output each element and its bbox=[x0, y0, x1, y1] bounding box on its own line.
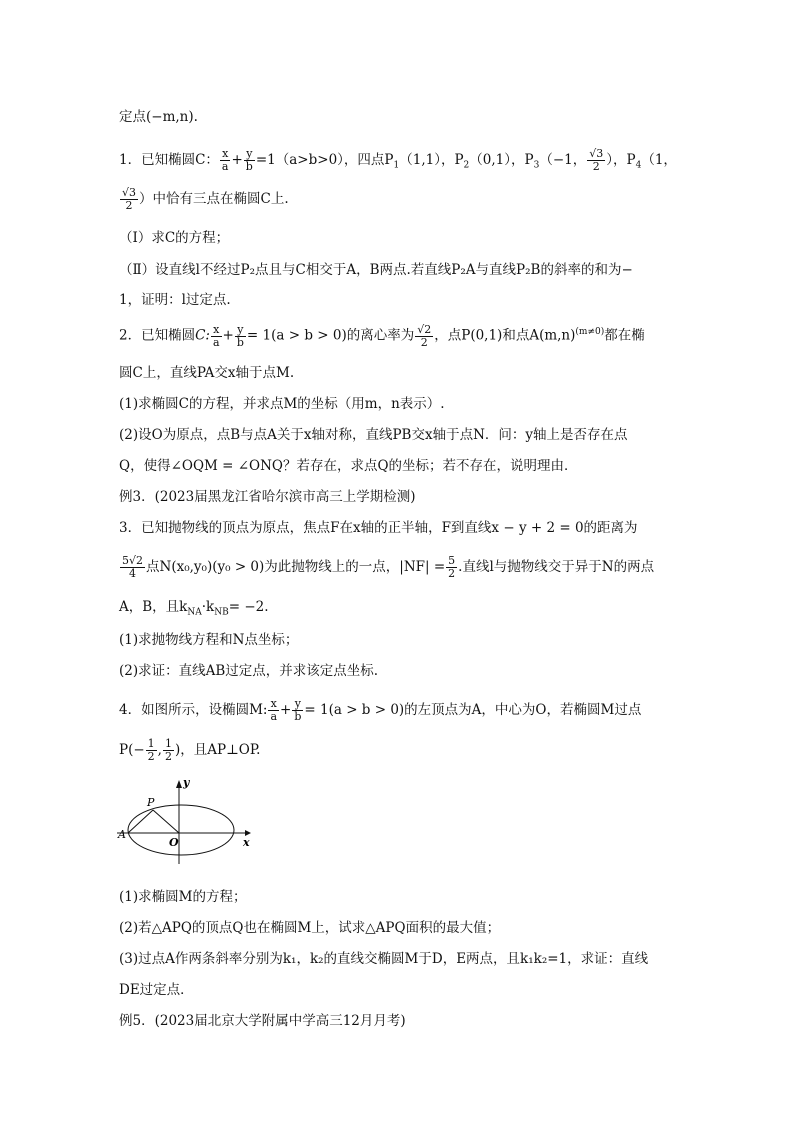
text: 都在椭 bbox=[604, 327, 645, 344]
text-line: (1)求抛物线方程和N点坐标； bbox=[119, 632, 299, 648]
text: ），P bbox=[606, 152, 636, 168]
text-line: (2)若△APQ的顶点Q也在椭圆M上，试求△APQ面积的最大值； bbox=[119, 920, 501, 936]
text: ）中恰有三点在椭圆C上. bbox=[139, 191, 289, 207]
fraction: $\frac{x}{a}$ bbox=[212, 322, 220, 349]
text: 1．已知椭圆C： bbox=[119, 152, 219, 168]
label-y: y bbox=[183, 776, 190, 789]
label-x: x bbox=[243, 836, 250, 849]
text-line: (2)设O为原点，点B与点A关于x轴对称，直线PB交x轴于点N．问：y轴上是否存在点 bbox=[119, 427, 628, 443]
text: = 1(a > b > 0)的左顶点为A，中心为O，若椭圆M过点 bbox=[304, 702, 642, 718]
text: 4．如图所示，设椭圆M: bbox=[119, 702, 268, 718]
problem-2-line-1: 2．已知椭圆C: $\frac{x}{a}$ + $\frac{y}{b}$ = 1(a > b > 0)的离心率为 $\frac{√2}{2}$ ，点P(0,1)和点$A(m,n)^{(m\ne 0)}$都在椭 bbox=[119, 322, 645, 349]
text: ，点P(0,1)和点A(m,n) bbox=[434, 327, 576, 344]
problem-1-line-1: 1．已知椭圆C： $\frac{x}{a}$ + $\frac{y}{b}$ =1（a>b>0），四点$P_1(1,1)$，$P_2(0,1)$，$P_3(-1$， $\frac{√3}{2}$ ），$P_4(1$， bbox=[119, 147, 677, 173]
fraction: $\frac{x}{a}$ bbox=[270, 697, 278, 723]
ellipse-curve bbox=[128, 805, 234, 855]
text: 的离心率为 bbox=[346, 327, 415, 344]
text: A，B，且k bbox=[119, 599, 188, 615]
fraction: $\frac{5√2}{4}$ bbox=[122, 554, 144, 580]
problem-3-line-2 bbox=[119, 555, 654, 580]
example-heading: 例3．(2023届黑龙江省哈尔滨市高三上学期检测) bbox=[119, 489, 416, 505]
fraction: $\frac{√3}{2}$ bbox=[589, 147, 604, 173]
fraction: $\frac{1}{2}$ bbox=[147, 737, 155, 763]
text: 点N(x₀,y₀)(y₀ > 0)为此抛物线上的一点，|NF| = bbox=[146, 559, 446, 575]
ellipse-diagram bbox=[117, 776, 257, 870]
problem-4-line-1: 4．如图所示，设椭圆M: $\frac{x}{a}$ + $\frac{y}{b}$ = 1(a > b > 0)的左顶点为A，中心为O，若椭圆M过点 bbox=[119, 697, 642, 723]
fraction: $\frac{y}{b}$ bbox=[236, 322, 244, 349]
text-line: (3)过点A作两条斜率分别为k₁，k₂的直线交椭圆M于D，E两点，且k₁k₂=1，求证：直线 bbox=[119, 951, 649, 967]
text: = −2. bbox=[228, 599, 269, 615]
problem-4-line-2: P(− $\frac{1}{2}$ , $\frac{1}{2}$ )，且AP⊥OP. bbox=[119, 737, 261, 763]
text: （1， bbox=[641, 152, 677, 168]
problem-3-line-3: A，B，且$k_{NA}\cdot k_{NB}= -2$. bbox=[119, 599, 269, 618]
y-axis-arrow bbox=[176, 780, 182, 788]
fraction: $\frac{x}{a}$ bbox=[221, 147, 229, 173]
text-line: 圆C上，直线PA交x轴于点M. bbox=[119, 365, 295, 381]
fraction: $\frac{√3}{2}$ bbox=[122, 186, 137, 212]
example-heading: 例5．(2023届北京大学附属中学高三12月月考) bbox=[119, 1013, 406, 1029]
text: 2．已知椭圆 bbox=[119, 327, 196, 344]
segment-PO bbox=[153, 810, 179, 833]
text: P(− bbox=[119, 742, 145, 758]
text: =1 bbox=[255, 152, 276, 168]
text: （0,1），P bbox=[469, 152, 534, 168]
fraction: $\frac{5}{2}$ bbox=[448, 554, 456, 580]
text: )，且AP⊥OP. bbox=[174, 742, 261, 758]
text-line: 定点(−m,n). bbox=[119, 109, 198, 125]
text-line: 1，证明：l过定点. bbox=[119, 292, 231, 308]
fraction: $\frac{y}{b}$ bbox=[294, 697, 302, 723]
text-line: （Ⅰ）求C的方程； bbox=[119, 230, 230, 246]
text-line: (2)求证：直线AB过定点，并求该定点坐标. bbox=[119, 663, 379, 679]
problem-1-line-2 bbox=[119, 187, 289, 212]
fraction: $\frac{√2}{2}$ bbox=[417, 322, 432, 349]
text-line: Q，使得∠OQM = ∠ONQ？若存在，求点Q的坐标；若不存在，说明理由． bbox=[119, 458, 578, 474]
label-A: A bbox=[118, 828, 126, 841]
text: （a>b>0），四点P bbox=[275, 152, 394, 168]
text: .直线l与抛物线交于异于N的两点 bbox=[458, 559, 655, 575]
text-line: (1)求椭圆M的方程； bbox=[119, 889, 247, 905]
ellipse-figure bbox=[117, 776, 257, 866]
fraction: $\frac{1}{2}$ bbox=[164, 737, 172, 763]
fraction: $\frac{y}{b}$ bbox=[245, 147, 253, 173]
label-O: O bbox=[169, 836, 179, 849]
text-line: (1)求椭圆C的方程，并求点M的坐标（用m，n表示）. bbox=[119, 396, 445, 412]
text: （−1， bbox=[539, 152, 587, 168]
text-line: （Ⅱ）设直线l不经过P₂点且与C相交于A，B两点.若直线P₂A与直线P₂B的斜率的和为− bbox=[119, 262, 633, 278]
text-line: DE过定点． bbox=[119, 982, 194, 998]
text-line: 3．已知抛物线的顶点为原点，焦点F在x轴的正半轴，F到直线x − y + 2 = 0的距离为 bbox=[119, 520, 638, 536]
text: （1,1），P bbox=[399, 152, 464, 168]
label-P: P bbox=[147, 796, 155, 809]
